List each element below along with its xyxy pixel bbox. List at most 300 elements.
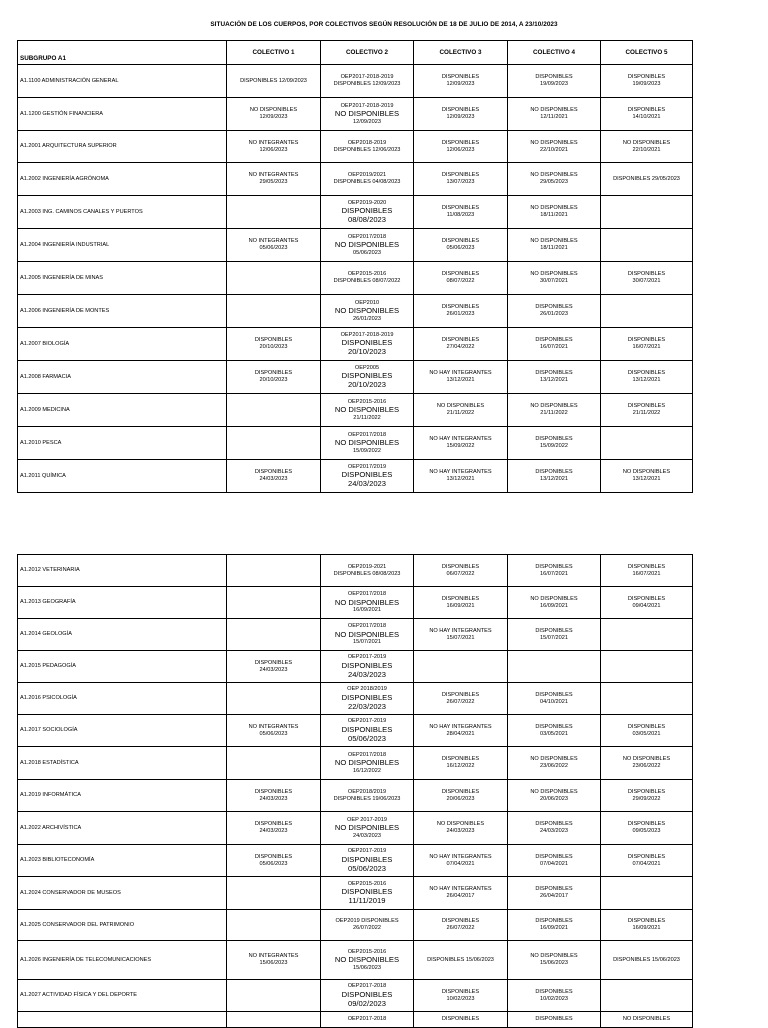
cell-line: 30/07/2021	[632, 278, 661, 284]
cell-line: 09/04/2021	[632, 602, 661, 609]
table-row	[18, 877, 693, 910]
cell-line: 20/10/2023	[347, 380, 386, 390]
colectivo-cell-c2	[321, 131, 414, 163]
colectivo-cell-c2	[321, 328, 414, 361]
cell-line: DISPONIBLES	[535, 886, 573, 893]
colectivo-cell-c2	[321, 683, 414, 715]
cell-line: DISPONIBLES	[441, 238, 480, 245]
cell-line: NO DISPONIBLES	[334, 823, 400, 833]
colectivo-cell-c4	[508, 65, 601, 98]
cell-line: DISPONIBLES	[535, 853, 573, 860]
cell-line: 05/06/2023	[259, 860, 288, 867]
column-header: COLECTIVO 2	[321, 41, 414, 65]
cell-line: DISPONIBLES	[535, 436, 573, 443]
cuerpo-name: A1.2018 ESTADÍSTICA	[18, 747, 227, 780]
colectivo-cell-c5	[601, 651, 693, 683]
cell-line: DISPONIBLES	[441, 304, 480, 311]
colectivo-cell-c3	[414, 683, 508, 715]
cell-line: 15/06/2023	[540, 960, 568, 966]
cell-line: NO DISPONIBLES	[334, 405, 400, 415]
colectivo-cell-c3	[414, 229, 508, 262]
cell-line: DISPONIBLES 15/06/2023	[613, 956, 680, 963]
cell-line: 24/03/2023	[540, 828, 568, 834]
colectivo-cell-c3	[414, 619, 508, 651]
cell-line: 26/07/2022	[446, 698, 475, 705]
cell-line: NO INTEGRANTES	[248, 953, 299, 960]
cell-line: 13/12/2021	[540, 377, 568, 383]
cell-line: OEP2017/2018	[347, 623, 387, 630]
cell-line: 26/04/2017	[446, 893, 475, 899]
cell-line: 20/10/2023	[347, 347, 386, 357]
cell-line: 13/12/2021	[540, 476, 568, 482]
colectivo-cell-c5	[601, 427, 693, 460]
cuerpo-name: A1.2015 PEDAGOGÍA	[18, 651, 227, 683]
cell-line: 23/06/2022	[632, 763, 661, 769]
colectivo-cell-c4	[508, 196, 601, 229]
cell-line: 06/07/2022	[446, 570, 475, 577]
cell-line: 12/06/2023	[259, 146, 288, 153]
colectivo-cell-c4	[508, 877, 601, 910]
colectivo-cell-c3	[414, 877, 508, 910]
table-row	[18, 427, 693, 460]
cell-line: 16/12/2022	[446, 763, 475, 769]
table-row	[18, 163, 693, 196]
cuerpo-name: A1.2010 PESCA	[18, 427, 227, 460]
colectivo-cell-c5	[601, 980, 693, 1012]
cuerpo-name: A1.2019 INFORMÁTICA	[18, 780, 227, 812]
cell-line: NO HAY INTEGRANTES	[429, 886, 492, 893]
colectivo-cell-c3	[414, 196, 508, 229]
colectivo-cell-c5	[601, 845, 693, 877]
colectivo-cell-c1	[227, 747, 321, 780]
colectivo-cell-c5	[601, 229, 693, 262]
colectivo-cell-c2	[321, 196, 414, 229]
cell-line: 08/08/2023	[347, 215, 386, 225]
cell-line: 28/04/2021	[446, 730, 475, 737]
colectivo-cell-c4	[508, 715, 601, 747]
table-row	[18, 229, 693, 262]
column-header: COLECTIVO 4	[508, 41, 601, 65]
cell-line: NO HAY INTEGRANTES	[429, 853, 492, 860]
cell-line: 15/06/2023	[353, 964, 381, 971]
colectivo-cell-c5	[601, 65, 693, 98]
cell-line: DISPONIBLES	[254, 853, 293, 860]
colectivo-cell-c4	[508, 780, 601, 812]
cell-line: 10/02/2023	[540, 995, 568, 1002]
colectivo-cell-c4	[508, 427, 601, 460]
colectivo-cell-c3	[414, 163, 508, 196]
status-table-1	[17, 40, 693, 493]
cell-line: DISPONIBLES	[341, 338, 393, 348]
colectivo-cell-c1	[227, 845, 321, 877]
colectivo-cell-c3	[414, 328, 508, 361]
colectivo-cell-c5	[601, 587, 693, 619]
cell-line: OEP2017/2018	[347, 233, 387, 240]
colectivo-cell-c4	[508, 361, 601, 394]
colectivo-cell-c3	[414, 980, 508, 1012]
colectivo-cell-c5	[601, 131, 693, 163]
cell-line: DISPONIBLES	[254, 469, 293, 476]
colectivo-cell-c3	[414, 845, 508, 877]
colectivo-cell-c4	[508, 812, 601, 845]
cell-line: DISPONIBLES	[254, 370, 293, 377]
colectivo-cell-c3	[414, 555, 508, 587]
cell-line: DISPONIBLES 12/09/2023	[333, 81, 401, 87]
cuerpo-name: A1.2025 CONSERVADOR DEL PATRIMONIO	[18, 910, 227, 941]
colectivo-cell-c1	[227, 460, 321, 493]
cell-line: NO DISPONIBLES	[530, 756, 578, 763]
cell-line: DISPONIBLES	[535, 691, 573, 698]
table-row	[18, 941, 693, 980]
cell-line: OEP2019-2020	[347, 199, 387, 206]
cell-line: NO DISPONIBLES	[530, 238, 578, 245]
colectivo-cell-c2	[321, 394, 414, 427]
cell-line: 22/10/2021	[632, 146, 661, 153]
colectivo-cell-c1	[227, 427, 321, 460]
cell-line: OEP2017-2018-2019	[340, 331, 394, 338]
cell-line: 05/06/2023	[259, 245, 288, 251]
cell-line: 07/04/2021	[540, 860, 568, 867]
cell-line: 05/06/2023	[259, 730, 288, 737]
cell-line: DISPONIBLES	[441, 1016, 480, 1023]
cell-line: DISPONIBLES	[341, 206, 393, 216]
colectivo-cell-c3	[414, 1012, 508, 1028]
cell-line: DISPONIBLES	[627, 370, 666, 377]
cell-line: DISPONIBLES	[441, 756, 480, 763]
column-header: COLECTIVO 1	[227, 41, 321, 65]
colectivo-cell-c3	[414, 780, 508, 812]
cell-line: DISPONIBLES 19/06/2023	[333, 795, 401, 802]
colectivo-cell-c5	[601, 460, 693, 493]
colectivo-cell-c2	[321, 98, 414, 131]
cell-line: DISPONIBLES	[535, 723, 573, 730]
cell-line: OEP2017/2018	[347, 751, 387, 758]
colectivo-cell-c1	[227, 361, 321, 394]
cuerpo-name: A1.2011 QUÍMICA	[18, 460, 227, 493]
cell-line: NO DISPONIBLES	[530, 595, 578, 602]
cell-line: 18/11/2021	[540, 245, 568, 251]
cell-line: DISPONIBLES	[627, 337, 666, 344]
table-row	[18, 131, 693, 163]
cuerpo-name: A1.2012 VETERINARIA	[18, 555, 227, 587]
cell-line: 24/03/2023	[259, 666, 288, 673]
cell-line: 05/06/2023	[353, 249, 381, 256]
colectivo-cell-c4	[508, 460, 601, 493]
cell-line: 16/09/2021	[446, 602, 475, 609]
cell-line: 29/05/2023	[540, 179, 568, 185]
cell-line: NO HAY INTEGRANTES	[429, 370, 492, 377]
cell-line: DISPONIBLES	[535, 337, 573, 344]
table-row	[18, 1012, 693, 1028]
cell-line: NO HAY INTEGRANTES	[429, 627, 492, 634]
cell-line: OEP2017-2018	[347, 983, 387, 990]
cell-line: DISPONIBLES	[627, 74, 666, 81]
cell-line: OEP2017/2018	[347, 591, 387, 598]
cell-line: DISPONIBLES	[627, 403, 666, 410]
cell-line: DISPONIBLES	[441, 205, 480, 212]
cell-line: DISPONIBLES	[441, 172, 480, 179]
cell-line: DISPONIBLES	[441, 74, 480, 81]
colectivo-cell-c1	[227, 229, 321, 262]
colectivo-cell-c3	[414, 131, 508, 163]
colectivo-cell-c2	[321, 715, 414, 747]
cell-line: DISPONIBLES	[341, 371, 393, 381]
colectivo-cell-c2	[321, 555, 414, 587]
cell-line: 16/09/2021	[540, 602, 568, 609]
cell-line: DISPONIBLES	[441, 691, 480, 698]
cell-line: 16/09/2021	[632, 925, 661, 931]
cell-line: 09/05/2023	[632, 828, 661, 834]
cell-line: 20/06/2023	[446, 795, 475, 802]
table-row	[18, 910, 693, 941]
colectivo-cell-c4	[508, 587, 601, 619]
cell-line: 24/03/2023	[347, 479, 386, 489]
cell-line: 09/02/2023	[347, 998, 386, 1008]
table-row	[18, 196, 693, 229]
colectivo-cell-c5	[601, 780, 693, 812]
column-header: COLECTIVO 5	[601, 41, 693, 65]
cell-line: 20/10/2023	[259, 344, 288, 350]
colectivo-cell-c3	[414, 295, 508, 328]
colectivo-cell-c1	[227, 196, 321, 229]
column-header: COLECTIVO 3	[414, 41, 508, 65]
cell-line: NO DISPONIBLES	[622, 139, 671, 146]
cell-line: DISPONIBLES 15/06/2023	[427, 956, 494, 963]
cell-line: DISPONIBLES	[627, 595, 666, 602]
page-title: SITUACIÓN DE LOS CUERPOS, POR COLECTIVOS SEGÚN RESOLUCIÓN DE 18 DE JULIO DE 2014, A 23/10/2023	[210, 21, 558, 28]
cell-line: 13/12/2021	[632, 377, 661, 383]
colectivo-cell-c1	[227, 812, 321, 845]
cell-line: 16/09/2021	[353, 607, 381, 614]
cell-line: 26/01/2023	[446, 311, 475, 317]
colectivo-cell-c2	[321, 747, 414, 780]
cell-line: DISPONIBLES	[535, 74, 573, 81]
table-row	[18, 98, 693, 131]
colectivo-cell-c4	[508, 229, 601, 262]
colectivo-cell-c2	[321, 262, 414, 295]
cell-line: DISPONIBLES	[535, 821, 573, 828]
colectivo-cell-c1	[227, 295, 321, 328]
cell-line: DISPONIBLES	[441, 563, 480, 570]
cell-line: 16/07/2021	[540, 570, 568, 577]
table-row	[18, 295, 693, 328]
colectivo-cell-c1	[227, 163, 321, 196]
cell-line: 27/04/2022	[446, 344, 475, 350]
cell-line: 07/04/2021	[446, 860, 475, 867]
cell-line: DISPONIBLES	[627, 271, 666, 278]
cuerpo-name: A1.2023 BIBLIOTECONOMÍA	[18, 845, 227, 877]
cell-line: NO DISPONIBLES	[334, 629, 400, 639]
cell-line: NO DISPONIBLES	[334, 109, 400, 119]
cell-line: OEP 2017-2019	[346, 816, 388, 823]
cell-line: 21/11/2022	[632, 410, 661, 416]
cell-line: 16/07/2021	[632, 344, 661, 350]
cell-line: 21/11/2022	[446, 410, 475, 416]
cell-line: NO DISPONIBLES	[249, 107, 298, 114]
cell-line: 11/11/2019	[348, 896, 386, 906]
cell-line: DISPONIBLES	[341, 989, 393, 999]
colectivo-cell-c2	[321, 780, 414, 812]
cell-line: NO DISPONIBLES	[530, 271, 578, 278]
colectivo-cell-c1	[227, 980, 321, 1012]
cell-line: 13/12/2021	[632, 476, 661, 482]
cell-line: 29/05/2023	[259, 179, 288, 185]
colectivo-cell-c3	[414, 941, 508, 980]
cell-line: NO DISPONIBLES	[622, 469, 671, 476]
cuerpo-name: A1.1200 GESTIÓN FINANCIERA	[18, 98, 227, 131]
cuerpo-name: A1.2022 ARCHIVÍSTICA	[18, 812, 227, 845]
cell-line: NO HAY INTEGRANTES	[429, 469, 492, 476]
cell-line: DISPONIBLES	[254, 821, 293, 828]
colectivo-cell-c4	[508, 555, 601, 587]
colectivo-cell-c3	[414, 262, 508, 295]
colectivo-cell-c5	[601, 1012, 693, 1028]
colectivo-cell-c5	[601, 941, 693, 980]
cell-line: 15/09/2022	[446, 443, 475, 449]
cell-line: DISPONIBLES	[254, 659, 293, 666]
colectivo-cell-c4	[508, 619, 601, 651]
cell-line: NO DISPONIBLES	[530, 953, 578, 960]
colectivo-cell-c2	[321, 587, 414, 619]
cell-line: NO INTEGRANTES	[248, 723, 299, 730]
colectivo-cell-c3	[414, 747, 508, 780]
cell-line: NO DISPONIBLES	[622, 1016, 671, 1023]
cuerpo-name: A1.1100 ADMINISTRACIÓN GENERAL	[18, 65, 227, 98]
colectivo-cell-c5	[601, 683, 693, 715]
cell-line: DISPONIBLES	[627, 821, 666, 828]
cell-line: 13/12/2021	[446, 377, 475, 383]
colectivo-cell-c4	[508, 262, 601, 295]
colectivo-cell-c1	[227, 555, 321, 587]
cell-line: NO HAY INTEGRANTES	[429, 723, 492, 730]
table-row	[18, 812, 693, 845]
colectivo-cell-c2	[321, 980, 414, 1012]
cell-line: 26/01/2023	[540, 311, 568, 317]
colectivo-cell-c4	[508, 845, 601, 877]
colectivo-cell-c5	[601, 812, 693, 845]
cell-line: 14/10/2021	[632, 114, 661, 120]
cell-line: DISPONIBLES	[535, 304, 573, 311]
colectivo-cell-c2	[321, 229, 414, 262]
colectivo-cell-c1	[227, 941, 321, 980]
colectivo-cell-c1	[227, 651, 321, 683]
cell-line: 15/09/2022	[353, 447, 381, 454]
cell-line: 12/09/2023	[259, 114, 288, 120]
cell-line: 16/07/2021	[540, 344, 568, 350]
cuerpo-name: A1.2009 MEDICINA	[18, 394, 227, 427]
cell-line: OEP2005	[354, 364, 380, 371]
colectivo-cell-c4	[508, 941, 601, 980]
colectivo-cell-c1	[227, 780, 321, 812]
cell-line: DISPONIBLES	[341, 692, 393, 702]
cell-line: OEP2017-2018	[347, 1016, 387, 1023]
cell-line: 12/09/2023	[446, 81, 475, 87]
cell-line: 15/07/2021	[540, 634, 568, 641]
colectivo-cell-c3	[414, 651, 508, 683]
colectivo-cell-c3	[414, 65, 508, 98]
cell-line: NO DISPONIBLES	[334, 438, 400, 448]
colectivo-cell-c1	[227, 98, 321, 131]
colectivo-cell-c4	[508, 163, 601, 196]
cell-line: OEP2015-2016	[347, 271, 387, 278]
cell-line: DISPONIBLES	[254, 337, 293, 344]
colectivo-cell-c2	[321, 812, 414, 845]
cell-line: DISPONIBLES	[254, 788, 293, 795]
table-header-row	[18, 41, 693, 65]
cell-line: 08/07/2022	[446, 278, 475, 284]
cell-line: DISPONIBLES 08/07/2022	[333, 278, 401, 284]
cell-line: NO DISPONIBLES	[530, 788, 578, 795]
cell-line: 24/03/2023	[259, 828, 288, 834]
colectivo-cell-c1	[227, 587, 321, 619]
cell-line: 24/03/2023	[347, 669, 386, 679]
colectivo-cell-c4	[508, 980, 601, 1012]
colectivo-cell-c5	[601, 163, 693, 196]
cell-line: 20/06/2023	[540, 795, 568, 802]
cell-line: 12/09/2023	[353, 118, 381, 125]
cell-line: DISPONIBLES	[341, 724, 393, 734]
colectivo-cell-c4	[508, 328, 601, 361]
cell-line: DISPONIBLES	[441, 918, 480, 925]
cuerpo-name: A1.2005 INGENIERÍA DE MINAS	[18, 262, 227, 295]
cell-line: NO DISPONIBLES	[530, 139, 578, 146]
colectivo-cell-c2	[321, 427, 414, 460]
cell-line: DISPONIBLES	[535, 918, 573, 925]
table-row	[18, 980, 693, 1012]
cell-line: NO HAY INTEGRANTES	[429, 436, 492, 443]
colectivo-cell-c5	[601, 295, 693, 328]
cell-line: OEP2018/2019	[347, 788, 387, 795]
cell-line: NO DISPONIBLES	[622, 756, 671, 763]
colectivo-cell-c1	[227, 65, 321, 98]
table-row	[18, 587, 693, 619]
colectivo-cell-c2	[321, 460, 414, 493]
cuerpo-name: A1.2016 PSICOLOGÍA	[18, 683, 227, 715]
cell-line: 24/03/2023	[353, 832, 381, 839]
colectivo-cell-c1	[227, 131, 321, 163]
cell-line: NO DISPONIBLES	[334, 240, 400, 250]
cell-line: OEP2019-2021	[347, 563, 387, 570]
cell-line: OEP2019 DISPONIBLES	[335, 918, 399, 925]
cell-line: 04/10/2021	[540, 698, 568, 705]
colectivo-cell-c3	[414, 715, 508, 747]
colectivo-cell-c4	[508, 394, 601, 427]
cell-line: NO INTEGRANTES	[248, 172, 299, 179]
cell-line: DISPONIBLES 29/05/2023	[613, 175, 680, 182]
cell-line: 24/03/2023	[446, 828, 475, 834]
colectivo-cell-c1	[227, 394, 321, 427]
colectivo-cell-c5	[601, 262, 693, 295]
cell-line: 07/04/2021	[632, 860, 661, 867]
colectivo-cell-c5	[601, 910, 693, 941]
cell-line: DISPONIBLES	[627, 563, 666, 570]
colectivo-cell-c2	[321, 910, 414, 941]
colectivo-cell-c1	[227, 715, 321, 747]
colectivo-cell-c2	[321, 845, 414, 877]
cell-line: 12/06/2023	[446, 146, 475, 153]
cell-line: OEP2010	[354, 299, 380, 306]
table-row	[18, 394, 693, 427]
cell-line: OEP 2018/2019	[347, 686, 387, 693]
cell-line: DISPONIBLES	[535, 370, 573, 377]
colectivo-cell-c1	[227, 877, 321, 910]
cell-line: DISPONIBLES	[627, 723, 666, 730]
cell-line: DISPONIBLES	[341, 660, 393, 670]
cell-line: OEP2017/2018	[347, 431, 387, 438]
colectivo-cell-c5	[601, 619, 693, 651]
colectivo-cell-c4	[508, 683, 601, 715]
table-row	[18, 845, 693, 877]
